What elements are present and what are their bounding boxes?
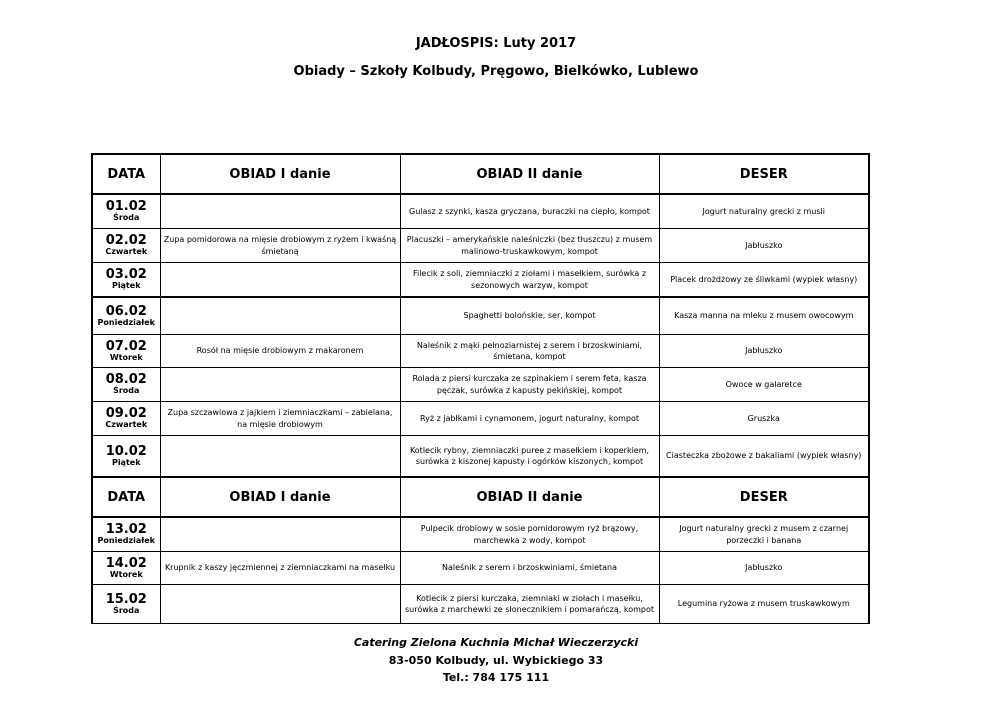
weekday-label: Środa: [113, 386, 140, 396]
menu-subtitle: Obiady – Szkoły Kolbudy, Pręgowo, Bielkówko, Lublewo: [293, 64, 699, 79]
date-cell: [92, 335, 160, 368]
header-first-course: OBIAD I danie: [160, 154, 400, 194]
date-cell: [92, 585, 160, 624]
date-cell: [92, 517, 160, 552]
dessert-cell: Kasza manna na mleku z musem owocowym: [659, 297, 869, 335]
table-row: [92, 552, 869, 585]
second-course-cell: Rolada z piersi kurczaka ze szpinakiem i serem feta, kasza pęczak, surówka z kapusty pekińskiej, kompot: [400, 368, 659, 402]
date-value: 10.02: [105, 443, 147, 459]
second-course-cell: Gulasz z szynki, kasza gryczana, buraczki na ciepło, kompot: [400, 194, 659, 229]
menu-title: JADŁOSPIS: Luty 2017: [415, 36, 577, 51]
date-value: 01.02: [105, 199, 147, 215]
second-course-cell: Filecik z soli, ziemniaczki z ziołami i masełkiem, surówka z sezonowych warzyw, kompot: [400, 263, 659, 298]
dessert-cell: Gruszka: [659, 402, 869, 436]
dessert-cell: Jabłuszko: [659, 229, 869, 263]
weekday-label: Piątek: [111, 457, 141, 467]
date-cell: [92, 552, 160, 585]
table-row: [92, 517, 869, 552]
first-course-cell: [160, 368, 400, 402]
second-course-cell: Naleśnik z serem i brzoskwiniami, śmietana: [400, 552, 659, 585]
second-course-cell: Ryż z jabłkami i cynamonem, jogurt naturalny, kompot: [400, 402, 659, 436]
table-row: [92, 402, 869, 436]
dessert-cell: Jogurt naturalny grecki z musli: [659, 194, 869, 229]
table-row: [92, 368, 869, 402]
dessert-cell: Ciasteczka zbożowe z bakaliami (wypiek własny): [659, 436, 869, 478]
header-dessert: DESER: [659, 154, 869, 194]
dessert-cell: Jabłuszko: [659, 335, 869, 368]
weekday-label: Środa: [113, 605, 140, 615]
date-cell: [92, 194, 160, 229]
date-value: 08.02: [105, 372, 147, 388]
date-value: 03.02: [105, 267, 147, 283]
weekday-label: Piątek: [111, 281, 141, 291]
dessert-cell: Placek drożdżowy ze śliwkami (wypiek własny): [659, 263, 869, 298]
date-value: 02.02: [105, 233, 147, 249]
first-course-cell: Rosół na mięsie drobiowym z makaronem: [160, 335, 400, 368]
table-row: [92, 436, 869, 478]
table-header-row: [92, 154, 869, 194]
table-row: [92, 297, 869, 335]
date-cell: [92, 436, 160, 478]
header-date: DATA: [92, 477, 160, 517]
first-course-cell: [160, 194, 400, 229]
weekday-label: Poniedziałek: [97, 536, 155, 546]
first-course-cell: [160, 436, 400, 478]
second-course-cell: Kotlecik rybny, ziemniaczki puree z masełkiem i koperkiem, surówka z kiszonej kapusty i ogórków kiszonych, kompot: [400, 436, 659, 478]
date-cell: [92, 297, 160, 335]
table-row: [92, 585, 869, 624]
header-second-course: OBIAD II danie: [400, 477, 659, 517]
table-header-row: [92, 477, 869, 517]
weekday-label: Wtorek: [109, 569, 143, 579]
first-course-cell: Krupnik z kaszy jęczmiennej z ziemniaczkami na masełku: [160, 552, 400, 585]
date-cell: [92, 402, 160, 436]
dessert-cell: Owoce w galaretce: [659, 368, 869, 402]
menu-table: [91, 153, 870, 624]
weekday-label: Środa: [113, 213, 140, 223]
dessert-cell: Jabłuszko: [659, 552, 869, 585]
weekday-label: Wtorek: [109, 352, 143, 362]
table-row: [92, 229, 869, 263]
table-row: [92, 194, 869, 229]
second-course-cell: Spaghetti bolońskie, ser, kompot: [400, 297, 659, 335]
first-course-cell: Zupa szczawiowa z jajkiem i ziemniaczkami – zabielana, na mięsie drobiowym: [160, 402, 400, 436]
footer-phone: Tel.: 784 175 111: [442, 671, 550, 684]
second-course-cell: Pulpecik drobiowy w sosie pomidorowym ryż brązowy, marchewka z wody, kompot: [400, 517, 659, 552]
header-dessert: DESER: [659, 477, 869, 517]
header-second-course: OBIAD II danie: [400, 154, 659, 194]
date-value: 06.02: [105, 303, 147, 319]
date-value: 13.02: [105, 522, 147, 538]
table-row: [92, 335, 869, 368]
date-cell: [92, 263, 160, 298]
second-course-cell: Naleśnik z mąki pełnoziarnistej z serem i brzoskwiniami, śmietana, kompot: [400, 335, 659, 368]
date-value: 14.02: [105, 555, 147, 571]
first-course-cell: [160, 263, 400, 298]
date-cell: [92, 229, 160, 263]
first-course-cell: [160, 517, 400, 552]
date-value: 07.02: [105, 338, 147, 354]
header-first-course: OBIAD I danie: [160, 477, 400, 517]
second-course-cell: Kotlecik z piersi kurczaka, ziemniaki w ziołach i masełku, surówka z marchewki ze słonecznikiem i pomarańczą, kompot: [400, 585, 659, 624]
second-course-cell: Placuszki – amerykańskie naleśniczki (bez tłuszczu) z musem malinowo-truskawkowym, kompot: [400, 229, 659, 263]
footer-address: 83-050 Kolbudy, ul. Wybickiego 33: [388, 654, 604, 667]
dessert-cell: Legumina ryżowa z musem truskawkowym: [659, 585, 869, 624]
date-value: 15.02: [105, 591, 147, 607]
weekday-label: Czwartek: [105, 420, 148, 430]
first-course-cell: Zupa pomidorowa na mięsie drobiowym z ryżem i kwaśną śmietaną: [160, 229, 400, 263]
footer-company: Catering Zielona Kuchnia Michał Wieczerzycki: [353, 636, 639, 649]
dessert-cell: Jogurt naturalny grecki z musem z czarnej porzeczki i banana: [659, 517, 869, 552]
weekday-label: Czwartek: [105, 247, 148, 257]
header-date: DATA: [92, 154, 160, 194]
weekday-label: Poniedziałek: [97, 317, 155, 327]
date-cell: [92, 368, 160, 402]
table-row: [92, 263, 869, 298]
first-course-cell: [160, 585, 400, 624]
date-value: 09.02: [105, 406, 147, 422]
first-course-cell: [160, 297, 400, 335]
